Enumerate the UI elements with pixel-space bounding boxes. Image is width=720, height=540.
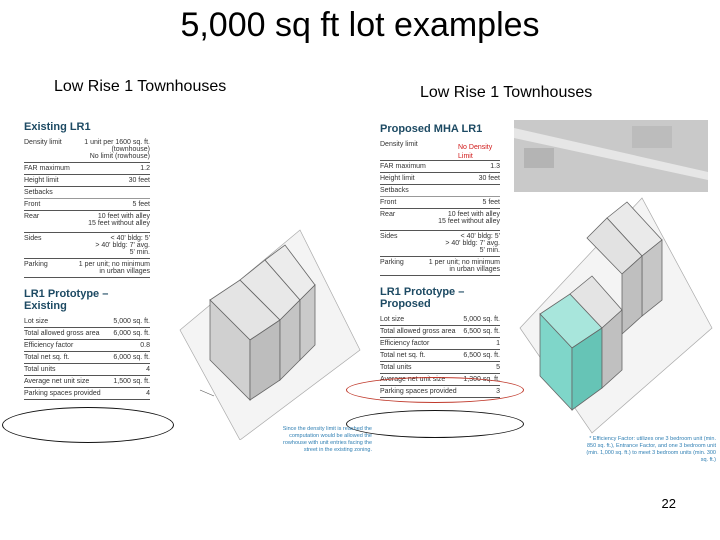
zoning-row: FAR maximum 1.2 (24, 163, 150, 175)
proposed-zoning-title: Proposed MHA LR1 (380, 123, 483, 135)
prototype-row: Lot size 5,000 sq. ft. (380, 314, 500, 326)
highlight-ellipse-existing (2, 407, 174, 443)
zoning-row: Sides < 40' bldg: 5' > 40' bldg: 7' avg. 5' min. (24, 233, 150, 259)
zoning-row: Front 5 feet (380, 197, 500, 209)
prototype-row: Total units 5 (380, 362, 500, 374)
zoning-row: Rear 10 feet with alley 15 feet without alley (380, 209, 500, 231)
zoning-row: Density limit 1 unit per 1600 sq. ft. (townhouse) No limit (rowhouse) (24, 137, 150, 163)
zoning-row: Setbacks (380, 185, 500, 197)
right-heading: Low Rise 1 Townhouses (420, 84, 593, 101)
no-density-limit-label: No Density Limit (458, 144, 493, 160)
zoning-row: Sides < 40' bldg: 5' > 40' bldg: 7' avg. 5' min. (380, 231, 500, 257)
highlight-ellipse-proposed (346, 410, 524, 438)
left-heading: Low Rise 1 Townhouses (54, 78, 227, 95)
page-number: 22 (661, 496, 676, 511)
prototype-row: Parking spaces provided 3 (380, 386, 500, 398)
proposed-note: * Efficiency Factor: utilizes one 3 bedroom unit (min. 850 sq. ft.), Entrance Factor, and one 3 bedroom unit (min. 1,000 sq. ft.) to meet 3 bedroom units (min. 300 sq. ft.) (586, 436, 716, 463)
prototype-row: Average net unit size 1,300 sq. ft. (380, 374, 500, 386)
zoning-row: Front 5 feet (24, 199, 150, 211)
prototype-row: Lot size 5,000 sq. ft. (24, 316, 150, 328)
prototype-row: Total net sq. ft. 6,000 sq. ft. (24, 352, 150, 364)
existing-massing-illustration (170, 200, 370, 440)
zoning-row: Setbacks (24, 187, 150, 199)
prototype-row: Efficiency factor 0.8 (24, 340, 150, 352)
zoning-row: Rear 10 feet with alley 15 feet without alley (24, 211, 150, 233)
prototype-row: Parking spaces provided 4 (24, 388, 150, 400)
zoning-row: Density limit (380, 139, 500, 161)
prototype-row: Total units 4 (24, 364, 150, 376)
prototype-row: Efficiency factor 1 (380, 338, 500, 350)
prototype-row: Total net sq. ft. 6,500 sq. ft. (380, 350, 500, 362)
zoning-row: Parking 1 per unit; no minimum in urban villages (24, 259, 150, 278)
slide-title: 5,000 sq ft lot examples (180, 6, 540, 44)
prototype-row: Average net unit size 1,500 sq. ft. (24, 376, 150, 388)
zoning-row: Height limit 30 feet (24, 175, 150, 187)
existing-prototype-title: LR1 Prototype – Existing (24, 288, 109, 312)
proposed-zoning-panel (380, 123, 500, 398)
zoning-row: Parking 1 per unit; no minimum in urban villages (380, 257, 500, 276)
prototype-row: Total allowed gross area 6,500 sq. ft. (380, 326, 500, 338)
existing-note: Since the density limit is reached the computation would be allowed the rowhouse with unit entries facing the street in the existing zoning. (282, 426, 372, 453)
zoning-row: Height limit 30 feet (380, 173, 500, 185)
existing-zoning-title: Existing LR1 (24, 121, 91, 133)
prototype-row: Total allowed gross area 6,000 sq. ft. (24, 328, 150, 340)
existing-zoning-panel (24, 121, 150, 400)
proposed-prototype-title: LR1 Prototype – Proposed (380, 286, 465, 310)
zoning-row: FAR maximum 1.3 (380, 161, 500, 173)
highlight-ellipse-efficiency (346, 377, 524, 403)
proposed-massing-illustration (512, 118, 718, 438)
